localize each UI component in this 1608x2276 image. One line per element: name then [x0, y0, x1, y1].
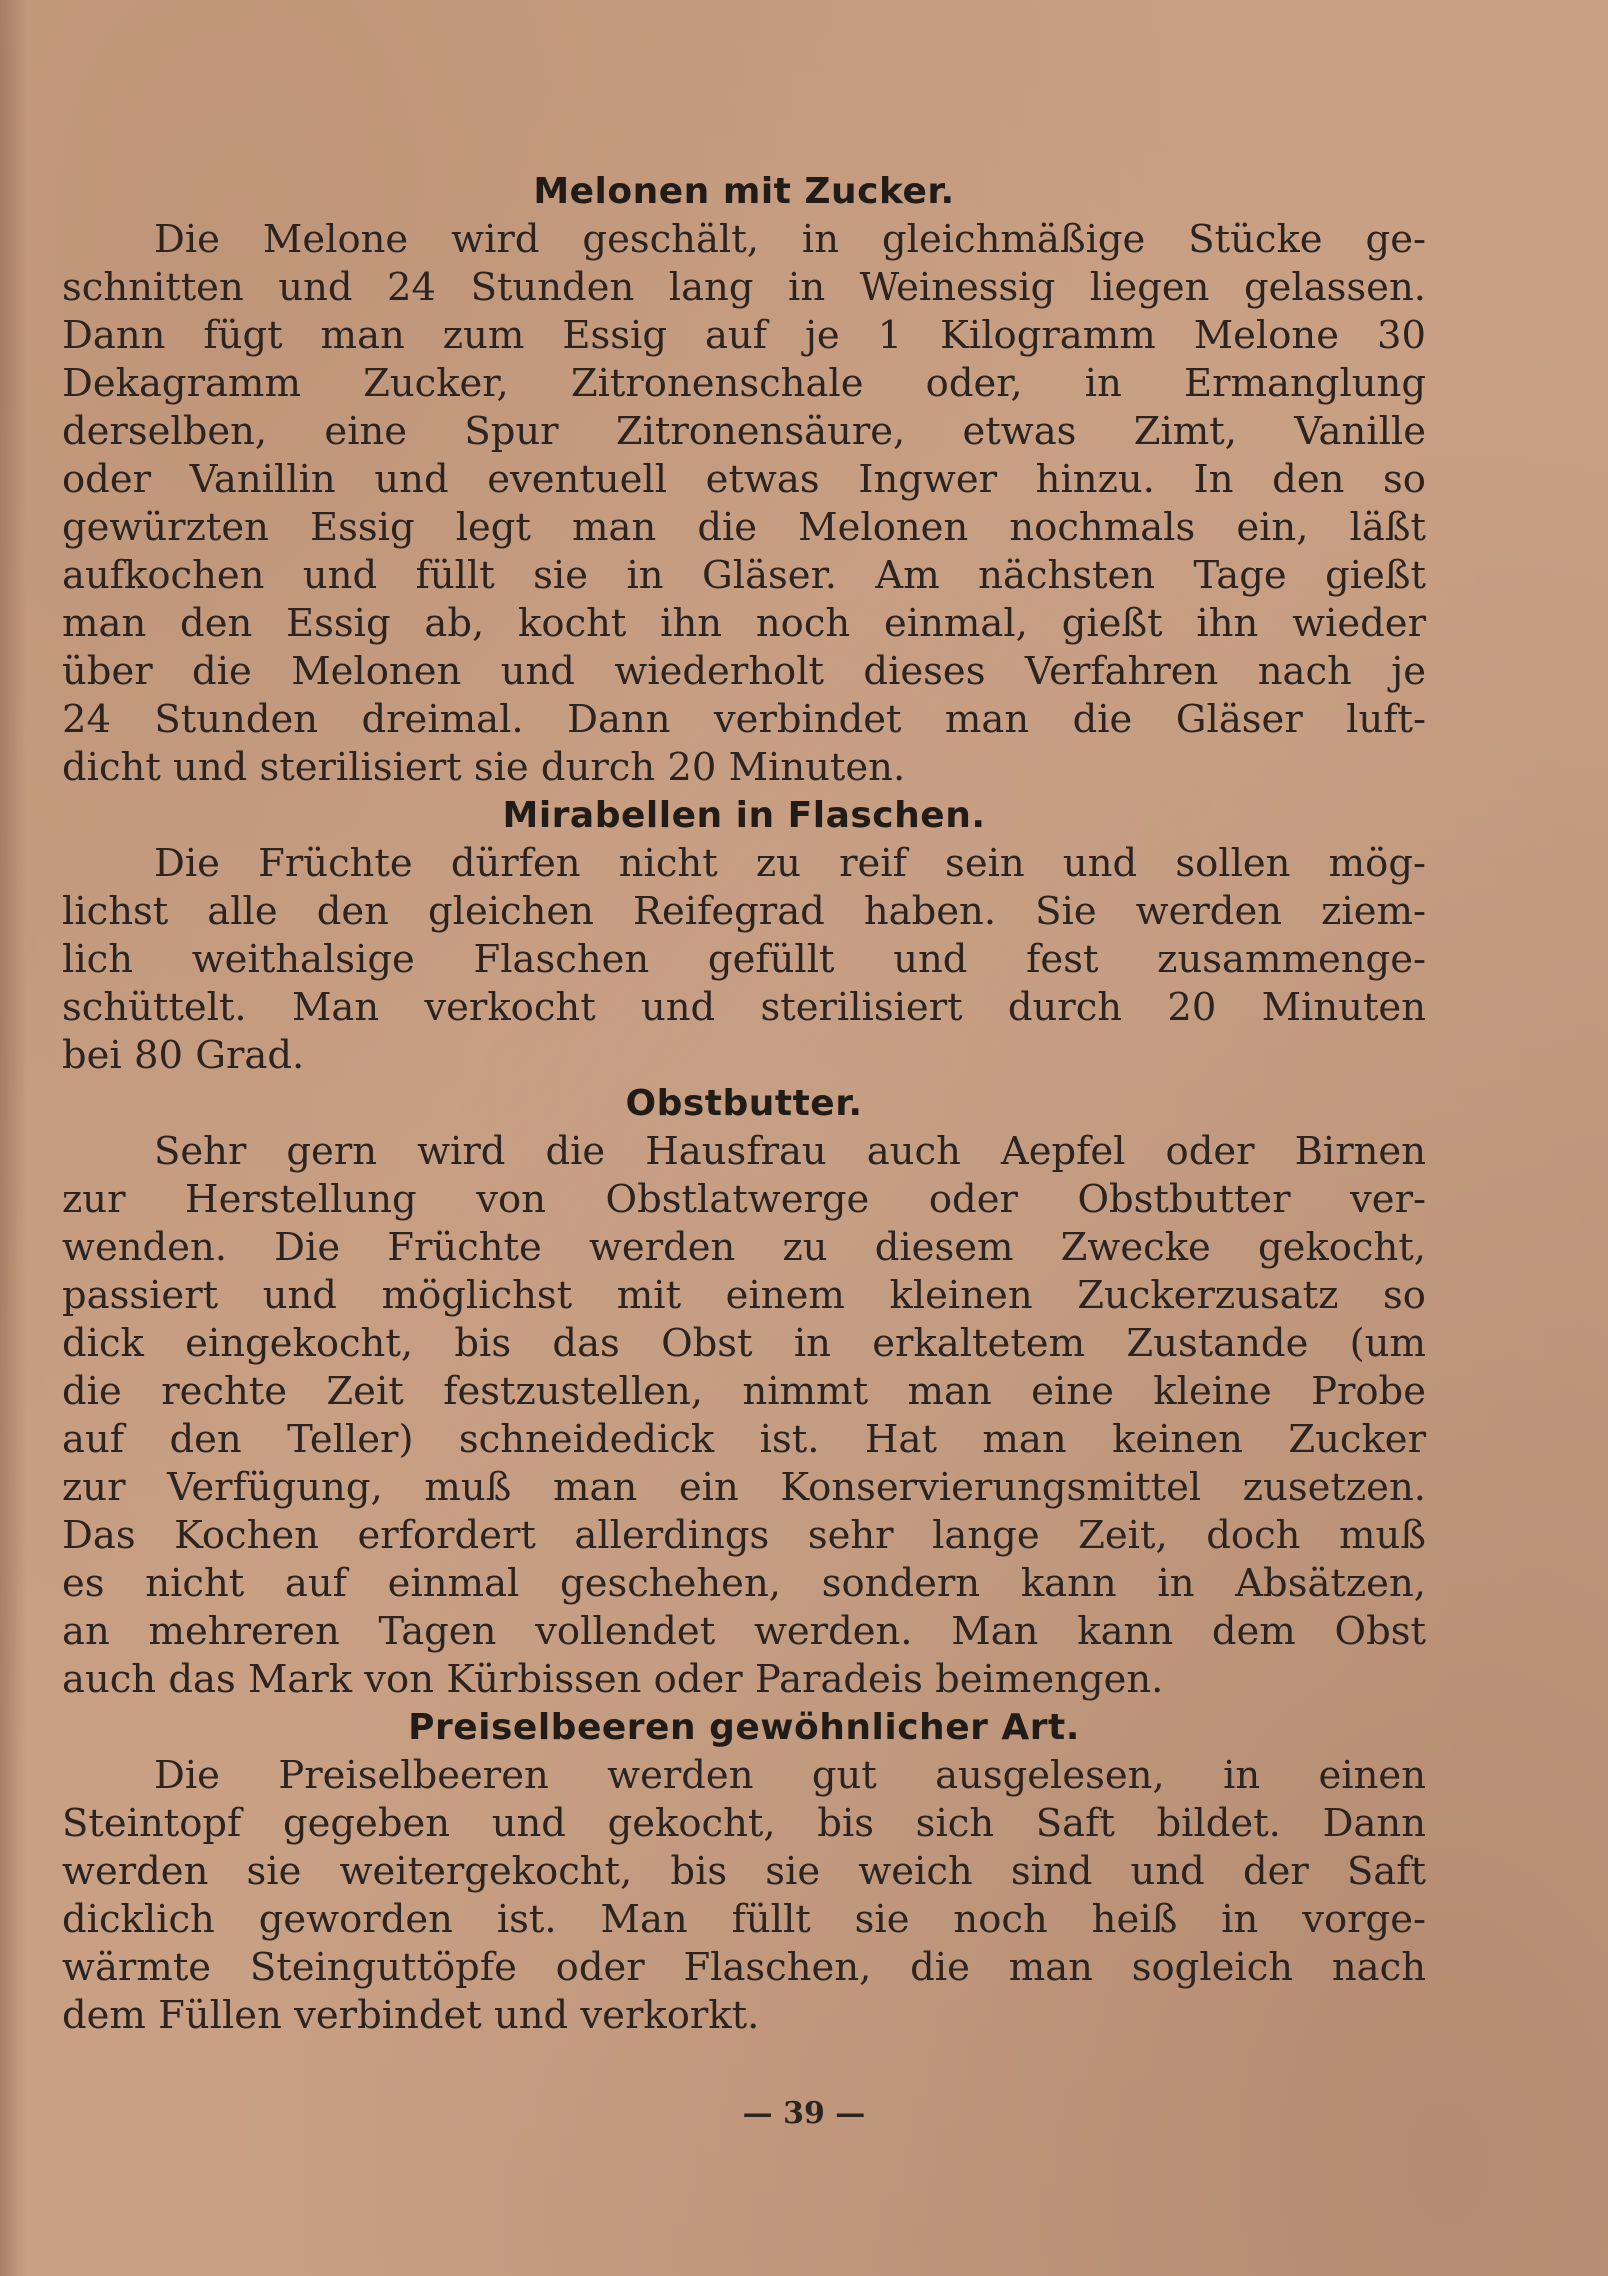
section-title: Obstbutter.	[625, 1083, 863, 1124]
text-line: werden sie weitergekocht, bis sie weich sind und der Saft	[62, 1849, 1426, 1894]
section-obstbutter	[62, 1080, 1426, 1704]
text-line: aufkochen und füllt sie in Gläser. Am nächsten Tage gießt	[62, 553, 1426, 598]
text-line: über die Melonen und wiederholt dieses Verfahren nach je	[62, 649, 1426, 694]
text-line: die rechte Zeit festzustellen, nimmt man eine kleine Probe	[62, 1369, 1426, 1414]
text-line: schnitten und 24 Stunden lang in Weinessig liegen gelassen.	[62, 265, 1426, 310]
text-line: passiert und möglichst mit einem kleinen Zuckerzusatz so	[62, 1273, 1426, 1318]
section-body	[62, 216, 1426, 792]
text-line: lich weithalsige Flaschen gefüllt und fest zusammenge-	[62, 937, 1426, 982]
section-body	[62, 1752, 1426, 2040]
section-mirabellen	[62, 792, 1426, 1080]
text-line: 24 Stunden dreimal. Dann verbindet man die Gläser luft-	[62, 697, 1426, 742]
text-line: schüttelt. Man verkocht und sterilisiert durch 20 Minuten	[62, 985, 1426, 1030]
text-line: zur Herstellung von Obstlatwerge oder Obstbutter ver-	[62, 1177, 1426, 1222]
text-line: oder Vanillin und eventuell etwas Ingwer hinzu. In den so	[62, 457, 1426, 502]
text-line: zur Verfügung, muß man ein Konservierungsmittel zusetzen.	[62, 1465, 1426, 1510]
section-preiselbeeren	[62, 1704, 1426, 2040]
text-line: Sehr gern wird die Hausfrau auch Aepfel oder Birnen	[154, 1129, 1426, 1174]
page-number: — 39 —	[742, 2096, 866, 2131]
text-line: dicht und sterilisiert sie durch 20 Minuten.	[62, 745, 906, 790]
text-line: Dekagramm Zucker, Zitronenschale oder, in Ermanglung	[62, 361, 1426, 406]
text-line: gewürzten Essig legt man die Melonen nochmals ein, läßt	[62, 505, 1426, 550]
text-line: derselben, eine Spur Zitronensäure, etwas Zimt, Vanille	[62, 409, 1426, 454]
page-edge-shadow	[0, 0, 26, 2276]
section-body	[62, 1128, 1426, 1704]
text-line: Dann fügt man zum Essig auf je 1 Kilogramm Melone 30	[62, 313, 1426, 358]
text-line: Die Melone wird geschält, in gleichmäßige Stücke ge-	[154, 217, 1426, 262]
text-line: lichst alle den gleichen Reifegrad haben. Sie werden ziem-	[62, 889, 1426, 934]
page-content	[62, 168, 1426, 2040]
text-line: dem Füllen verbindet und verkorkt.	[62, 1993, 760, 2038]
text-line: auch das Mark von Kürbissen oder Paradeis beimengen.	[62, 1657, 1164, 1702]
text-line: dicklich geworden ist. Man füllt sie noch heiß in vorge-	[62, 1897, 1426, 1942]
text-line: Die Preiselbeeren werden gut ausgelesen, in einen	[154, 1753, 1426, 1798]
text-line: es nicht auf einmal geschehen, sondern kann in Absätzen,	[62, 1561, 1426, 1606]
text-line: bei 80 Grad.	[62, 1033, 305, 1078]
section-body	[62, 840, 1426, 1080]
section-title: Melonen mit Zucker.	[533, 171, 955, 212]
text-line: man den Essig ab, kocht ihn noch einmal, gießt ihn wieder	[62, 601, 1426, 646]
section-title: Preiselbeeren gewöhnlicher Art.	[408, 1707, 1080, 1748]
text-line: Das Kochen erfordert allerdings sehr lange Zeit, doch muß	[62, 1513, 1426, 1558]
text-line: Die Früchte dürfen nicht zu reif sein und sollen mög-	[154, 841, 1426, 886]
section-title: Mirabellen in Flaschen.	[502, 795, 986, 836]
text-line: wärmte Steinguttöpfe oder Flaschen, die man sogleich nach	[62, 1945, 1426, 1990]
text-line: Steintopf gegeben und gekocht, bis sich Saft bildet. Dann	[62, 1801, 1426, 1846]
text-line: dick eingekocht, bis das Obst in erkaltetem Zustande (um	[62, 1321, 1426, 1366]
section-melonen	[62, 168, 1426, 792]
text-line: auf den Teller) schneidedick ist. Hat man keinen Zucker	[62, 1417, 1426, 1462]
text-line: an mehreren Tagen vollendet werden. Man kann dem Obst	[62, 1609, 1426, 1654]
text-line: wenden. Die Früchte werden zu diesem Zwecke gekocht,	[62, 1225, 1426, 1270]
